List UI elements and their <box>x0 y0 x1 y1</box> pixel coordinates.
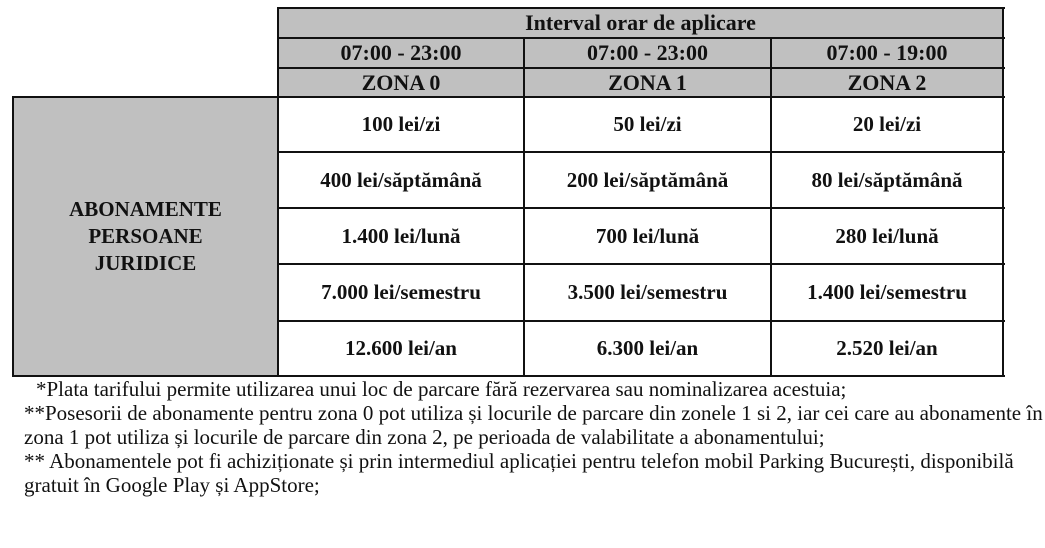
price-cell: 400 lei/săptămână <box>320 167 482 192</box>
grid-line <box>277 7 1005 9</box>
grid-line <box>277 7 279 377</box>
row-label <box>13 97 278 376</box>
zone-2-interval: 07:00 - 19:00 <box>826 40 948 65</box>
price-cell: 12.600 lei/an <box>344 336 457 360</box>
footnote-3: ** Abonamentele pot fi achiziționate și prin intermediul aplicației pentru telefon mobil Parking București, disponibilă gratuit în Google Play și AppStore; <box>24 449 1014 497</box>
footnotes <box>24 377 1044 497</box>
zone-1-interval: 07:00 - 23:00 <box>587 40 708 65</box>
price-cell: 1.400 lei/semestru <box>807 280 967 304</box>
grid-line <box>277 207 1005 209</box>
row-label-line-3: JURIDICE <box>94 251 197 275</box>
grid-line <box>523 37 525 377</box>
price-cell: 20 lei/zi <box>852 112 922 136</box>
price-cell: 700 lei/lună <box>595 223 700 248</box>
grid-line <box>1002 7 1004 377</box>
price-cell: 200 lei/săptămână <box>566 167 729 192</box>
price-cell: 6.300 lei/an <box>596 336 699 360</box>
price-cell: 80 lei/săptămână <box>811 167 963 192</box>
footnote-2: **Posesorii de abonamente pentru zona 0 pot utiliza și locurile de parcare din zonele 1 si 2, iar cei care au abonamente în zona 1 pot utiliza și locurile de parcare din zona 2, pe perioada de valabilitate a abonamentului; <box>24 401 1043 449</box>
grid-line <box>277 37 1005 39</box>
zone-1-name: ZONA 1 <box>608 69 687 95</box>
grid-line <box>12 96 14 377</box>
price-cell: 100 lei/zi <box>361 112 441 136</box>
row-label-line-1: ABONAMENTE <box>69 197 222 221</box>
row-label-line-2: PERSOANE <box>88 224 203 248</box>
price-cell: 50 lei/zi <box>613 112 682 136</box>
grid-line <box>277 67 1005 69</box>
zone-0-name: ZONA 0 <box>361 69 441 95</box>
grid-line <box>12 96 1005 98</box>
zone-2-name: ZONA 2 <box>847 69 927 95</box>
grid-line <box>277 263 1005 265</box>
price-cell: 2.520 lei/an <box>836 336 938 360</box>
grid-line <box>277 320 1005 322</box>
price-cell: 280 lei/lună <box>835 223 939 248</box>
grid-line <box>770 37 772 377</box>
zone-0-interval: 07:00 - 23:00 <box>340 40 462 65</box>
price-cell: 3.500 lei/semestru <box>567 280 728 304</box>
footnote-1: *Plata tarifului permite utilizarea unui loc de parcare fără rezervarea sau nominalizarea acestuia; <box>36 377 847 401</box>
grid-line <box>277 151 1005 153</box>
price-cell: 7.000 lei/semestru <box>321 280 481 304</box>
interval-header-title: Interval orar de aplicare <box>525 10 756 35</box>
price-cell: 1.400 lei/lună <box>341 223 461 248</box>
